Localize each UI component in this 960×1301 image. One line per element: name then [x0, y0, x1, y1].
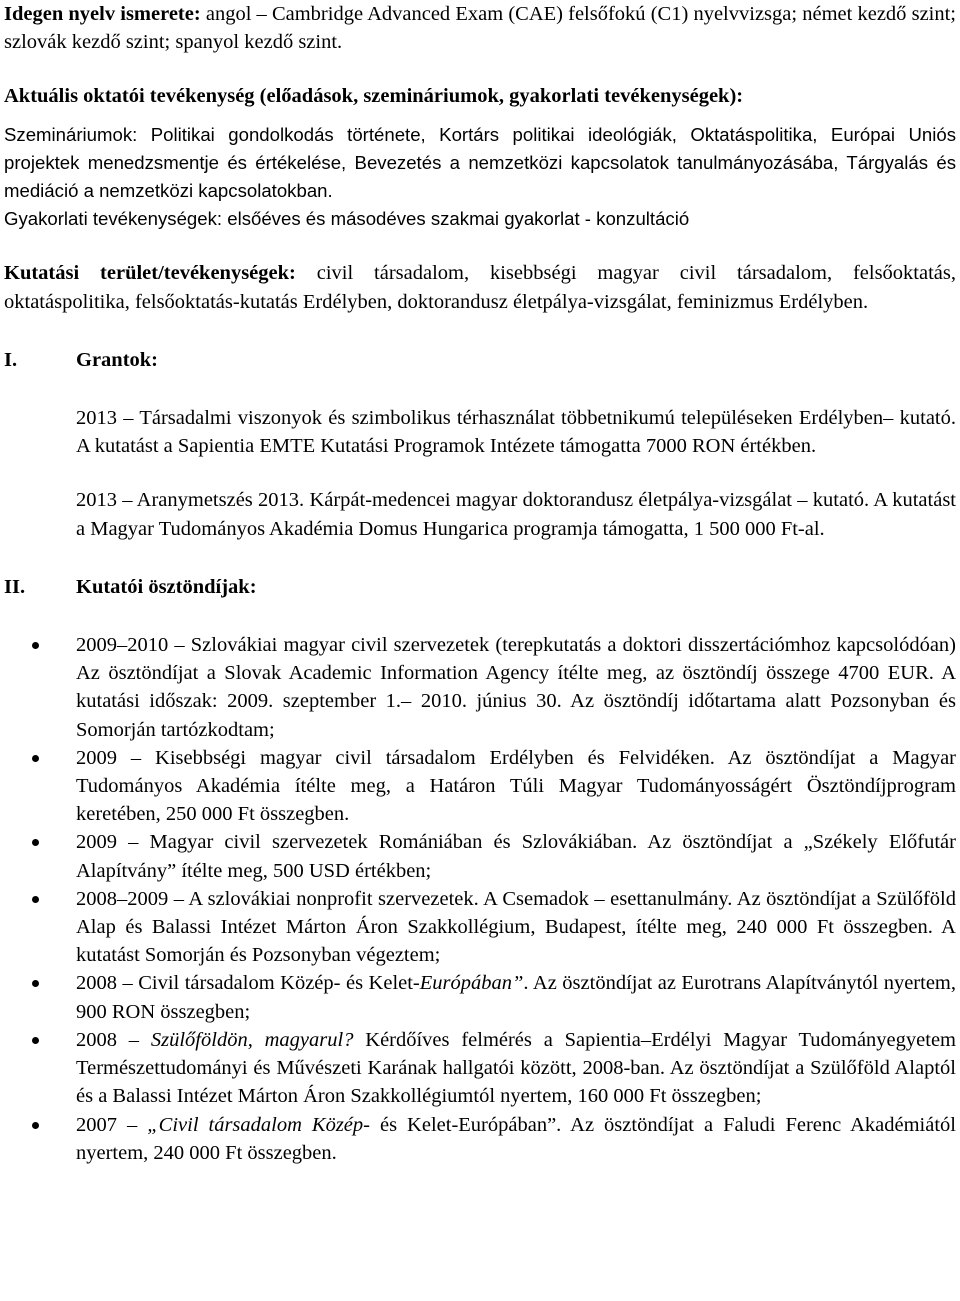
scholarships-title: Kutatói ösztöndíjak:	[76, 575, 257, 598]
scholarships-heading	[4, 573, 956, 601]
scholarships-list	[4, 631, 956, 1167]
bullet-icon	[32, 755, 39, 762]
grant-item: 2013 – Aranymetszés 2013. Kárpát-medencei magyar doktorandusz életpálya-vizsgálat – kutató. A kutatást a Magyar Tudományos Akadémia Domus Hungarica programja támogatta, 1 500 000 Ft-al.	[76, 489, 956, 540]
item-text-rest: Kérdőíves felmérés a Sapientia–Erdélyi Magyar Tudományegyetem Természettudományi és Művészeti Karának hallgatói között, 2008-ban. Az ösztöndíjat a Szülőföld Alaptól és a Balassi Intézet Márton Áron Szakkollégiumtól nyertem, 160 000 Ft összegben;	[76, 1028, 956, 1108]
item-text-rest: . Az ösztöndíjat az Eurotrans Alapítványtól nyertem, 900 RON összegben;	[76, 972, 956, 1023]
item-text: 2008 – Civil társadalom Közép- és Kelet-	[76, 972, 420, 995]
item-italic-text: Szülőföldön, magyarul?	[150, 1028, 354, 1051]
bullet-icon	[32, 980, 39, 987]
research-text: civil társadalom, kisebbségi magyar civil társadalom, felsőoktatás, oktatáspolitika, felsőoktatás-kutatás Erdélyben, doktorandusz életpálya-vizsgálat, feminizmus Erdélyben.	[4, 262, 956, 313]
item-text: 2007 –	[76, 1113, 148, 1136]
bullet-icon	[32, 1122, 39, 1129]
item-italic-text: Európában”	[419, 972, 524, 995]
list-item	[4, 744, 956, 829]
teaching-seminars: Szemináriumok: Politikai gondolkodás története, Kortárs politikai ideológiák, Oktatáspolitika, Európai Uniós projektek menedzsmentje és értékelése, Bevezetés a nemzetközi kapcsolatok tanulmányozásába, Tárgyalás és mediáció a nemzetközi kapcsolatokban.	[4, 123, 956, 202]
grants-heading	[4, 346, 956, 374]
item-text-rest: és Kelet-Európában”. Az ösztöndíjat a Faludi Ferenc Akadémiától nyertem, 240 000 Ft összegben.	[76, 1113, 956, 1164]
languages-paragraph	[4, 0, 956, 56]
item-text: 2009–2010 – Szlovákiai magyar civil szervezetek (terepkutatás a doktori disszertációmhoz kapcsolódóan) Az ösztöndíjat a Slovak Academic Information Agency ítélte meg, az ösztöndíj összege 4700 EUR. A kutatási időszak: 2009. szeptember 1.– 2010. június 30. Az ösztöndíj időtartama alatt Pozsonyban és Somorján tartózkodtam;	[76, 634, 956, 741]
scholarships-number: II.	[4, 575, 26, 598]
list-item	[4, 885, 956, 970]
teaching-heading: Aktuális oktatói tevékenység (előadások, szemináriumok, gyakorlati tevékenységek):	[4, 85, 744, 108]
bullet-icon	[32, 1037, 39, 1044]
teaching-practical: Gyakorlati tevékenységek: elsőéves és másodéves szakmai gyakorlat - konzultáció	[4, 208, 690, 230]
list-item	[4, 969, 956, 1025]
research-paragraph	[4, 259, 956, 315]
item-text: 2009 – Kisebbségi magyar civil társadalom Erdélyben és Felvidéken. Az ösztöndíjat a Magyar Tudományos Akadémia ítélte meg, a Határon Túli Magyar Tudományosságért Ösztöndíjprogram keretében, 250 000 Ft összegben.	[76, 746, 956, 826]
bullet-icon	[32, 839, 39, 846]
item-italic-text: „Civil társadalom Közép-	[147, 1113, 370, 1136]
item-text: 2008 –	[76, 1028, 151, 1051]
grants-number: I.	[4, 348, 18, 371]
research-label: Kutatási terület/tevékenységek:	[4, 262, 296, 285]
languages-label: Idegen nyelv ismerete:	[4, 3, 201, 25]
grant-item: 2013 – Társadalmi viszonyok és szimbolikus térhasználat többetnikumú településeken Erdélyben– kutató. A kutatást a Sapientia EMTE Kutatási Programok Intézete támogatta 7000 RON értékben.	[76, 407, 956, 458]
list-item	[4, 1111, 956, 1167]
languages-text: angol – Cambridge Advanced Exam (CAE) felsőfokú (C1) nyelvvizsga; német kezdő szint; szlovák kezdő szint; spanyol kezdő szint.	[4, 3, 957, 54]
bullet-icon	[32, 896, 39, 903]
grants-title: Grantok:	[76, 348, 158, 371]
bullet-icon	[32, 642, 39, 649]
list-item	[4, 631, 956, 744]
list-item	[4, 828, 956, 884]
list-item	[4, 1026, 956, 1111]
document-page	[4, 0, 956, 1167]
item-text: 2008–2009 – A szlovákiai nonprofit szervezetek. A Csemadok – esettanulmány. Az ösztöndíjat a Szülőföld Alap és Balassi Intézet Márton Áron Szakkollégium, Budapest, ítélte meg, 240 000 Ft összegben. A kutatást Somorján és Pozsonyban végeztem;	[76, 887, 956, 967]
item-text: 2009 – Magyar civil szervezetek Romániában és Szlovákiában. Az ösztöndíjat a „Székely Előfutár Alapítvány” ítélte meg, 500 USD értékben;	[76, 831, 956, 882]
